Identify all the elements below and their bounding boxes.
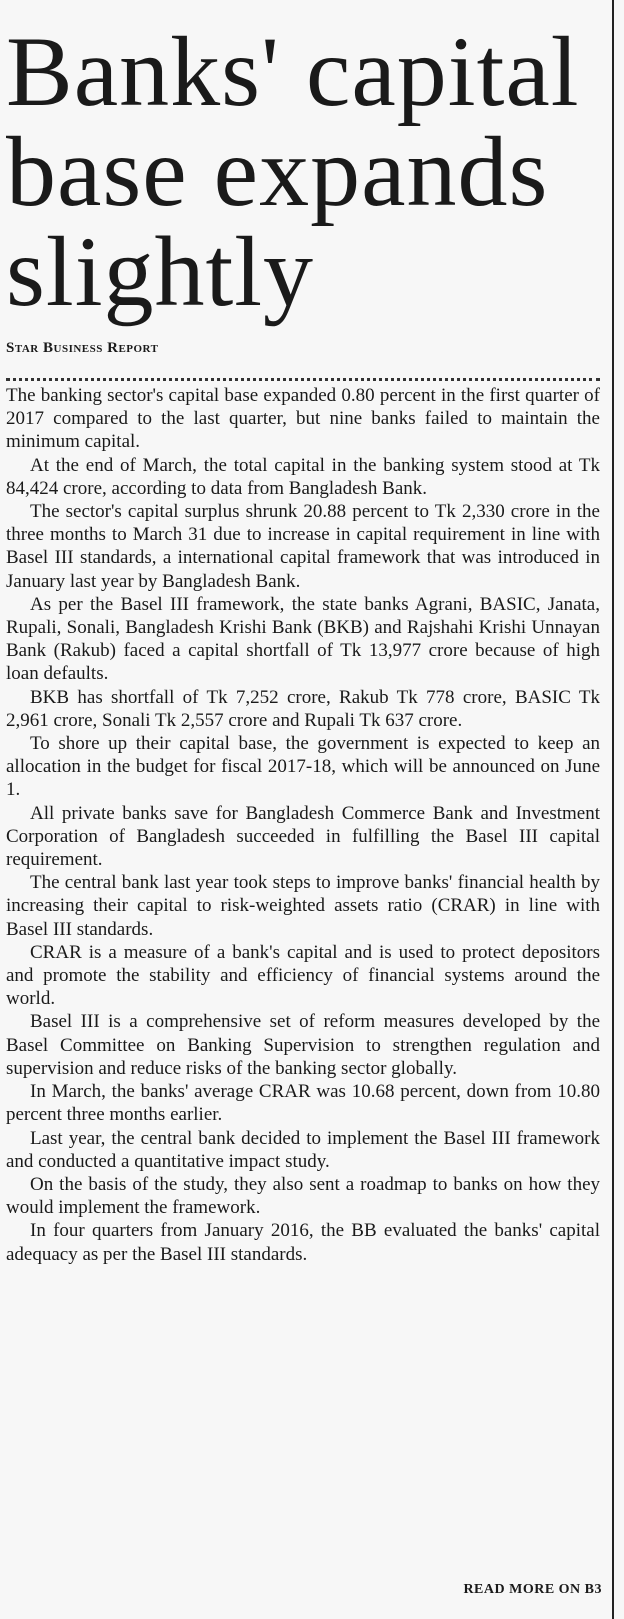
paragraph-14: In four quarters from January 2016, the BB evaluated the banks' capital adequacy as per the Basel III standards. — [6, 1220, 600, 1265]
paragraph-5: BKB has shortfall of Tk 7,252 crore, Rakub Tk 778 crore, BASIC Tk 2,961 crore, Sonali Tk 2,557 crore and Rupali Tk 637 crore. — [6, 686, 600, 731]
article-body — [6, 384, 600, 1266]
paragraph-6: To shore up their capital base, the government is expected to keep an allocation in the budget for fiscal 2017-18, which will be announced on June 1. — [6, 733, 600, 801]
headline — [6, 16, 606, 327]
paragraph-10: Basel III is a comprehensive set of reform measures developed by the Basel Committee on Banking Supervision to strengthen regulation and supervision and reduce risks of the banking sector globally. — [6, 1011, 600, 1079]
paragraph-1: The banking sector's capital base expanded 0.80 percent in the first quarter of 2017 compared to the last quarter, but nine banks failed to maintain the minimum capital. — [6, 385, 600, 453]
headline-line-2: base expands — [6, 116, 549, 227]
paragraph-12: Last year, the central bank decided to implement the Basel III framework and conducted a quantitative impact study. — [6, 1127, 600, 1172]
byline: Star Business Report — [6, 340, 159, 356]
headline-line-1: Banks' capital — [6, 16, 580, 127]
paragraph-2: At the end of March, the total capital in the banking system stood at Tk 84,424 crore, according to data from Bangladesh Bank. — [6, 454, 600, 499]
dotted-divider — [6, 378, 600, 381]
paragraph-11: In March, the banks' average CRAR was 10.68 percent, down from 10.80 percent three months earlier. — [6, 1081, 600, 1126]
paragraph-8: The central bank last year took steps to improve banks' financial health by increasing their capital to risk-weighted assets ratio (CRAR) in line with Basel III standards. — [6, 872, 600, 940]
paragraph-7: All private banks save for Bangladesh Commerce Bank and Investment Corporation of Bangladesh succeeded in fulfilling the Basel III capital requirement. — [6, 802, 600, 871]
column-rule — [612, 0, 614, 1619]
paragraph-13: On the basis of the study, they also sent a roadmap to banks on how they would implement the framework. — [6, 1173, 600, 1219]
paragraph-9: CRAR is a measure of a bank's capital and is used to protect depositors and promote the stability and efficiency of financial systems around the world. — [6, 941, 600, 1010]
paragraph-3: The sector's capital surplus shrunk 20.88 percent to Tk 2,330 crore in the three months to March 31 due to increase in capital requirement in line with Basel III standards, a international capital framework that was introduced in January last year by Bangladesh Bank. — [6, 501, 600, 592]
headline-line-3: slightly — [6, 216, 315, 327]
read-more-link[interactable]: READ MORE ON B3 — [463, 1582, 602, 1597]
paragraph-4: As per the Basel III framework, the state banks Agrani, BASIC, Janata, Rupali, Sonali, Bangladesh Krishi Bank (BKB) and Rajshahi Krishi Unnayan Bank (Rakub) faced a capital shortfall of Tk 13,977 crore because of high loan defaults. — [6, 593, 600, 685]
